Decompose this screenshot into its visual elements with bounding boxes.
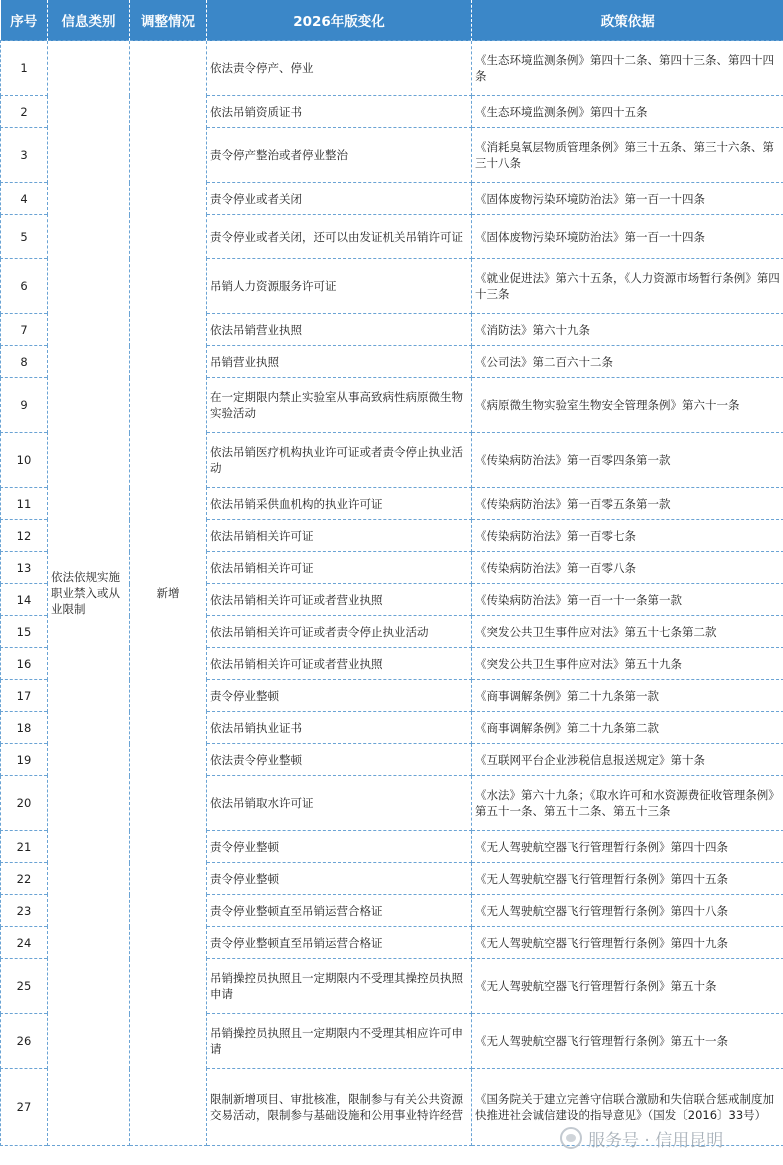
policy-basis-cell: 《生态环境监测条例》第四十二条、第四十三条、第四十四条 xyxy=(472,41,783,96)
policy-basis-cell: 《无人驾驶航空器飞行管理暂行条例》第四十五条 xyxy=(472,863,783,895)
row-index: 4 xyxy=(1,183,48,215)
policy-basis-cell: 《无人驾驶航空器飞行管理暂行条例》第四十九条 xyxy=(472,927,783,959)
policy-basis-cell: 《传染病防治法》第一百零四条第一款 xyxy=(472,433,783,488)
row-index: 12 xyxy=(1,520,48,552)
table-header-row xyxy=(1,0,783,41)
row-index: 24 xyxy=(1,927,48,959)
policy-basis-cell: 《无人驾驶航空器飞行管理暂行条例》第五十一条 xyxy=(472,1014,783,1069)
row-index: 1 xyxy=(1,41,48,96)
change-cell: 责令停业或者关闭，还可以由发证机关吊销许可证 xyxy=(207,215,472,259)
change-cell: 吊销操控员执照且一定期限内不受理其相应许可申请 xyxy=(207,1014,472,1069)
change-cell: 责令停业或者关闭 xyxy=(207,183,472,215)
row-index: 20 xyxy=(1,776,48,831)
row-index: 14 xyxy=(1,584,48,616)
row-index: 13 xyxy=(1,552,48,584)
row-index: 9 xyxy=(1,378,48,433)
policy-basis-cell: 《公司法》第二百六十二条 xyxy=(472,346,783,378)
policy-basis-cell: 《突发公共卫生事件应对法》第五十七条第二款 xyxy=(472,616,783,648)
header-index: 序号 xyxy=(1,0,48,41)
change-cell: 依法责令停业整顿 xyxy=(207,744,472,776)
row-index: 2 xyxy=(1,96,48,128)
change-cell: 限制新增项目、审批核准，限制参与有关公共资源交易活动，限制参与基础设施和公用事业特许经营 xyxy=(207,1069,472,1146)
row-index: 8 xyxy=(1,346,48,378)
table-body xyxy=(1,41,783,1146)
change-cell: 依法责令停产、停业 xyxy=(207,41,472,96)
policy-basis-cell: 《消防法》第六十九条 xyxy=(472,314,783,346)
change-cell: 责令停业整顿 xyxy=(207,863,472,895)
change-cell: 吊销操控员执照且一定期限内不受理其操控员执照申请 xyxy=(207,959,472,1014)
row-index: 7 xyxy=(1,314,48,346)
row-index: 5 xyxy=(1,215,48,259)
change-cell: 依法吊销营业执照 xyxy=(207,314,472,346)
policy-basis-cell: 《传染病防治法》第一百零八条 xyxy=(472,552,783,584)
row-index: 10 xyxy=(1,433,48,488)
policy-basis-cell: 《商事调解条例》第二十九条第一款 xyxy=(472,680,783,712)
change-cell: 依法吊销相关许可证或者营业执照 xyxy=(207,648,472,680)
change-cell: 责令停业整顿 xyxy=(207,680,472,712)
change-cell: 责令停业整顿 xyxy=(207,831,472,863)
policy-basis-cell: 《生态环境监测条例》第四十五条 xyxy=(472,96,783,128)
header-adjustment: 调整情况 xyxy=(130,0,207,41)
table-row xyxy=(1,41,783,96)
policy-basis-cell: 《传染病防治法》第一百零七条 xyxy=(472,520,783,552)
row-index: 6 xyxy=(1,259,48,314)
info-category: 依法依规实施职业禁入或从业限制 xyxy=(48,41,130,1146)
row-index: 19 xyxy=(1,744,48,776)
row-index: 27 xyxy=(1,1069,48,1146)
change-cell: 在一定期限内禁止实验室从事高致病性病原微生物实验活动 xyxy=(207,378,472,433)
adjustment-status: 新增 xyxy=(130,41,207,1146)
change-cell: 依法吊销相关许可证或者营业执照 xyxy=(207,584,472,616)
row-index: 15 xyxy=(1,616,48,648)
policy-basis-cell: 《互联网平台企业涉税信息报送规定》第十条 xyxy=(472,744,783,776)
change-cell: 依法吊销取水许可证 xyxy=(207,776,472,831)
policy-basis-cell: 《无人驾驶航空器飞行管理暂行条例》第五十条 xyxy=(472,959,783,1014)
policy-basis-cell: 《传染病防治法》第一百零五条第一款 xyxy=(472,488,783,520)
policy-basis-cell: 《病原微生物实验室生物安全管理条例》第六十一条 xyxy=(472,378,783,433)
policy-basis-cell: 《商事调解条例》第二十九条第二款 xyxy=(472,712,783,744)
policy-basis-cell: 《无人驾驶航空器飞行管理暂行条例》第四十四条 xyxy=(472,831,783,863)
policy-basis-cell: 《国务院关于建立完善守信联合激励和失信联合惩戒制度加快推进社会诚信建设的指导意见》（国发〔2016〕33号） xyxy=(472,1069,783,1146)
change-cell: 依法吊销采供血机构的执业许可证 xyxy=(207,488,472,520)
change-cell: 吊销人力资源服务许可证 xyxy=(207,259,472,314)
change-cell: 依法吊销相关许可证 xyxy=(207,552,472,584)
row-index: 26 xyxy=(1,1014,48,1069)
change-cell: 责令停业整顿直至吊销运营合格证 xyxy=(207,895,472,927)
row-index: 22 xyxy=(1,863,48,895)
policy-basis-cell: 《固体废物污染环境防治法》第一百一十四条 xyxy=(472,183,783,215)
change-cell: 依法吊销资质证书 xyxy=(207,96,472,128)
row-index: 16 xyxy=(1,648,48,680)
row-index: 18 xyxy=(1,712,48,744)
watermark-text: 服务号 · 信用昆明 xyxy=(588,1130,724,1151)
header-category: 信息类别 xyxy=(48,0,130,41)
header-basis: 政策依据 xyxy=(472,0,783,41)
policy-basis-cell: 《消耗臭氧层物质管理条例》第三十五条、第三十六条、第三十八条 xyxy=(472,128,783,183)
change-cell: 依法吊销执业证书 xyxy=(207,712,472,744)
policy-basis-cell: 《固体废物污染环境防治法》第一百一十四条 xyxy=(472,215,783,259)
policy-basis-cell: 《无人驾驶航空器飞行管理暂行条例》第四十八条 xyxy=(472,895,783,927)
policy-basis-cell: 《突发公共卫生事件应对法》第五十九条 xyxy=(472,648,783,680)
change-cell: 依法吊销医疗机构执业许可证或者责令停止执业活动 xyxy=(207,433,472,488)
change-cell: 依法吊销相关许可证 xyxy=(207,520,472,552)
row-index: 11 xyxy=(1,488,48,520)
change-cell: 吊销营业执照 xyxy=(207,346,472,378)
row-index: 21 xyxy=(1,831,48,863)
change-cell: 责令停业整顿直至吊销运营合格证 xyxy=(207,927,472,959)
policy-basis-cell: 《就业促进法》第六十五条，《人力资源市场暂行条例》第四十三条 xyxy=(472,259,783,314)
policy-basis-cell: 《水法》第六十九条；《取水许可和水资源费征收管理条例》第五十一条、第五十二条、第五十三条 xyxy=(472,776,783,831)
row-index: 3 xyxy=(1,128,48,183)
change-cell: 责令停产整治或者停业整治 xyxy=(207,128,472,183)
change-cell: 依法吊销相关许可证或者责令停止执业活动 xyxy=(207,616,472,648)
row-index: 25 xyxy=(1,959,48,1014)
row-index: 17 xyxy=(1,680,48,712)
row-index: 23 xyxy=(1,895,48,927)
header-change: 2026年版变化 xyxy=(207,0,472,41)
policy-basis-cell: 《传染病防治法》第一百一十一条第一款 xyxy=(472,584,783,616)
